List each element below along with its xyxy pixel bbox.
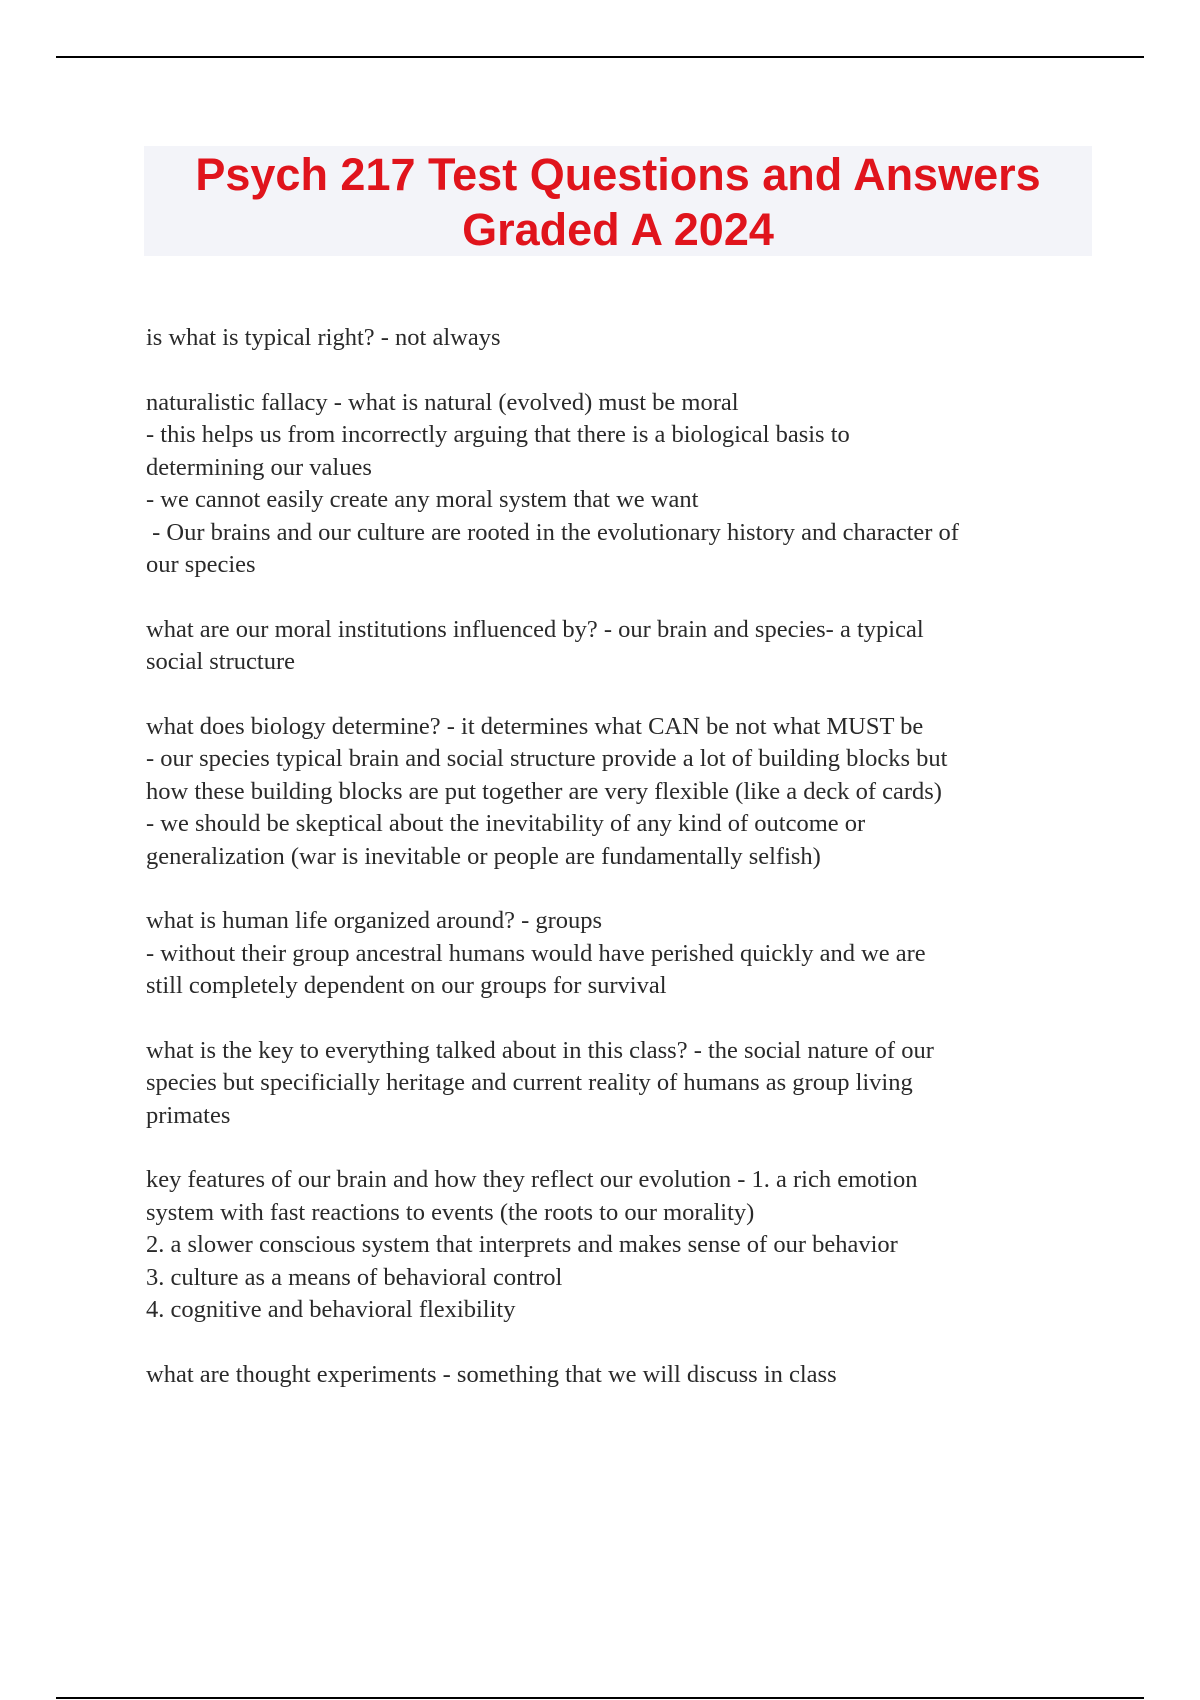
text-line: what is human life organized around? - groups (146, 907, 603, 934)
text-line: - without their group ancestral humans would have perished quickly and we are (146, 939, 926, 967)
qa-item (146, 1359, 1106, 1392)
text-line: social structure (146, 648, 295, 675)
text-line: generalization (war is inevitable or people are fundamentally selfish) (146, 842, 821, 870)
text-line: species but specificially heritage and current reality of humans as group living (146, 1069, 913, 1096)
text-line: naturalistic fallacy - what is natural (evolved) must be moral (146, 388, 739, 416)
text-line: how these building blocks are put together are very flexible (like a deck of cards) (146, 777, 942, 805)
title-line-2: Graded A 2024 (462, 204, 774, 255)
text-line: 4. cognitive and behavioral flexibility (146, 1296, 516, 1323)
title-line-1: Psych 217 Test Questions and Answers (195, 149, 1041, 200)
text-line: what are thought experiments - something that we will discuss in class (146, 1360, 837, 1388)
text-line: what is the key to everything talked about in this class? - the social nature of our (146, 1036, 934, 1064)
top-rule (56, 56, 1144, 58)
document-body (146, 322, 1106, 1423)
text-line: - this helps us from incorrectly arguing that there is a biological basis to (146, 421, 850, 448)
text-line: - our species typical brain and social structure provide a lot of building blocks but (146, 745, 948, 772)
text-line: key features of our brain and how they reflect our evolution - 1. a rich emotion (146, 1166, 918, 1193)
qa-item (146, 905, 1106, 1003)
text-line: - we should be skeptical about the inevitability of any kind of outcome or (146, 810, 866, 837)
text-line: our species (146, 551, 256, 578)
text-line: still completely dependent on our groups for survival (146, 972, 667, 999)
qa-item (146, 387, 1106, 582)
qa-item (146, 614, 1106, 679)
text-line: primates (146, 1101, 231, 1129)
text-line: is what is typical right? - not always (146, 324, 501, 351)
text-line: what are our moral institutions influenced by? - our brain and species- a typical (146, 615, 924, 643)
text-line: system with fast reactions to events (the roots to our morality) (146, 1198, 755, 1226)
qa-item (146, 711, 1106, 874)
text-line: - we cannot easily create any moral system that we want (146, 486, 699, 513)
qa-item (146, 1164, 1106, 1327)
document-title (144, 146, 1092, 256)
text-line: what does biology determine? - it determines what CAN be not what MUST be (146, 712, 924, 740)
qa-item (146, 322, 1106, 355)
text-line: determining our values (146, 453, 372, 481)
bottom-rule (56, 1697, 1144, 1699)
text-line: 3. culture as a means of behavioral control (146, 1263, 563, 1291)
qa-item (146, 1035, 1106, 1133)
text-line: 2. a slower conscious system that interprets and makes sense of our behavior (146, 1231, 898, 1258)
text-line: - Our brains and our culture are rooted in the evolutionary history and character of (146, 518, 959, 546)
